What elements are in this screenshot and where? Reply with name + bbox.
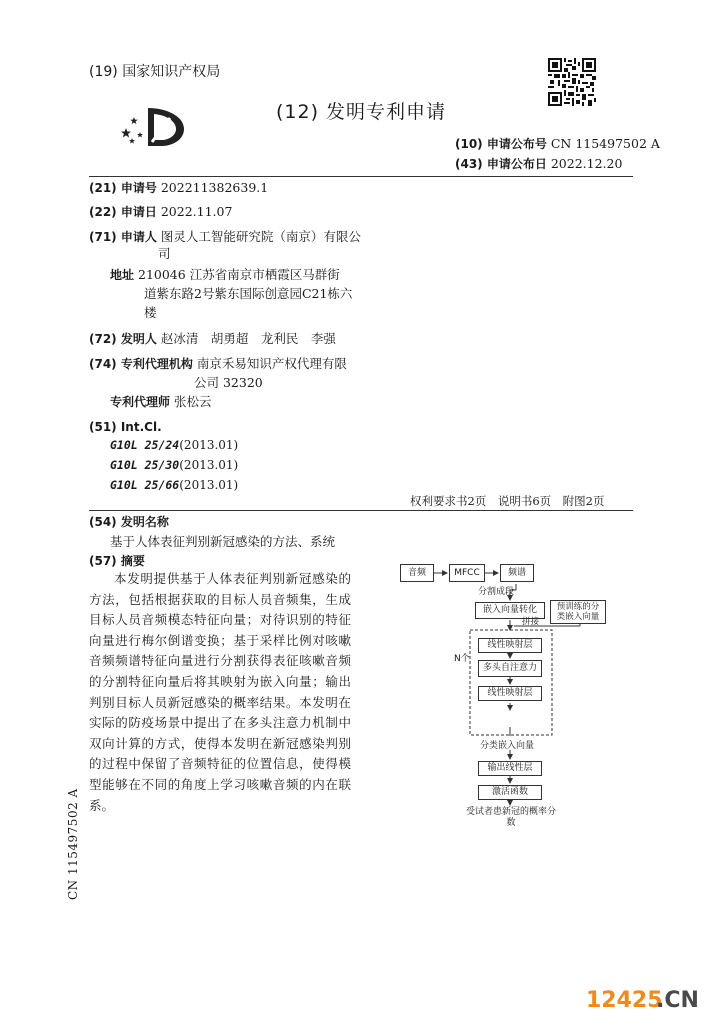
class-item: G10L 25/30(2013.01) [110, 458, 239, 472]
address-line3: 楼 [144, 305, 157, 320]
flow-node-pretrained-embed: 预训练的分类嵌入向量 [550, 600, 606, 624]
flow-label-concat: 拼接 [522, 617, 540, 627]
abstract-label: (57) 摘要 [89, 554, 145, 568]
class-item: G10L 25/66(2013.01) [110, 478, 239, 492]
flow-node-multihead-attention: 多头自注意力 [478, 660, 542, 677]
flow-label-n-times: N个 [454, 654, 470, 664]
flow-node-linear-1: 线性映射层 [478, 638, 542, 653]
invention-title: 基于人体表征判别新冠感染的方法、系统 [110, 534, 336, 549]
flow-label-result: 受试者患新冠的概率分数 [466, 807, 557, 828]
flow-label-cls-embed: 分类嵌入向量 [480, 741, 535, 751]
class-item: G10L 25/24(2013.01) [110, 438, 239, 452]
document-type-title: (12) 发明专利申请 [276, 101, 447, 123]
flow-node-embed-convert: 嵌入向量转化 [475, 602, 545, 619]
address-line2: 道紫东路2号紫东国际创意园C21栋六 [144, 286, 353, 301]
header-divider [89, 176, 633, 177]
invention-title-label: (54) 发明名称 [89, 515, 169, 529]
int-cl-label: (51) Int.Cl. [89, 420, 162, 434]
patent-agency: (74) 专利代理机构 南京禾易知识产权代理有限 [89, 356, 347, 371]
filing-date: (22) 申请日 2022.11.07 [89, 204, 233, 219]
flow-node-spectrum: 频谱 [500, 564, 534, 582]
site-watermark [586, 983, 712, 1015]
inventors: (72) 发明人 赵冰清 胡勇超 龙利民 李强 [89, 331, 336, 346]
flow-node-output-linear: 输出线性层 [478, 761, 542, 776]
patent-agency-line2: 公司 32320 [194, 375, 263, 390]
publication-date: (43) 申请公布日 2022.12.20 [455, 156, 623, 171]
svg-text:12425: 12425 [586, 988, 663, 1013]
flow-node-activation: 激活函数 [478, 785, 542, 800]
abstract-text: 本发明提供基于人体表征判别新冠感染的方法，包括根据获取的目标人员音频集，生成目标人员音频模态特征向量；对待识别的特征向量进行梅尔倒谱变换；基于采样比例对咳嗽音频频谱特征向量进行分割获得表征咳嗽音频的分割特征向量后将其映射为嵌入向量；输出判别目标人员新冠感染的概率结果。本发明在实际的防疫场景中提出了在多头注意力机制中双向计算的方式，使得本发明在新冠感染判别的过程中保留了音频特征的位置信息，使得模型能够在不同的角度上学习咳嗽音频的内在联系。 [89, 571, 351, 813]
svg-text:.CN: .CN [656, 988, 699, 1013]
office-name: (19) 国家知识产权局 [89, 64, 221, 80]
flowchart [398, 556, 608, 828]
address: 地址 210046 江苏省南京市栖霞区马群街 [110, 267, 340, 282]
application-number: (21) 申请号 202211382639.1 [89, 180, 269, 195]
side-publication-number: CN 115497502 A [66, 788, 80, 900]
applicant-line2: 司 [158, 246, 171, 261]
flow-node-mfcc: MFCC [449, 564, 485, 582]
patent-agent: 专利代理师 张松云 [110, 394, 212, 409]
applicant: (71) 申请人 图灵人工智能研究院（南京）有限公 [89, 229, 361, 244]
qr-code-icon [548, 58, 596, 106]
page-counts: 权利要求书2页 说明书6页 附图2页 [410, 494, 605, 508]
flow-label-split: 分割成段 [478, 587, 515, 597]
cnipa-emblem-icon [118, 102, 188, 150]
flow-node-audio: 音频 [400, 564, 434, 582]
flow-node-linear-2: 线性映射层 [478, 686, 542, 701]
publication-number: (10) 申请公布号 CN 115497502 A [455, 136, 660, 151]
biblio-divider [89, 510, 633, 511]
